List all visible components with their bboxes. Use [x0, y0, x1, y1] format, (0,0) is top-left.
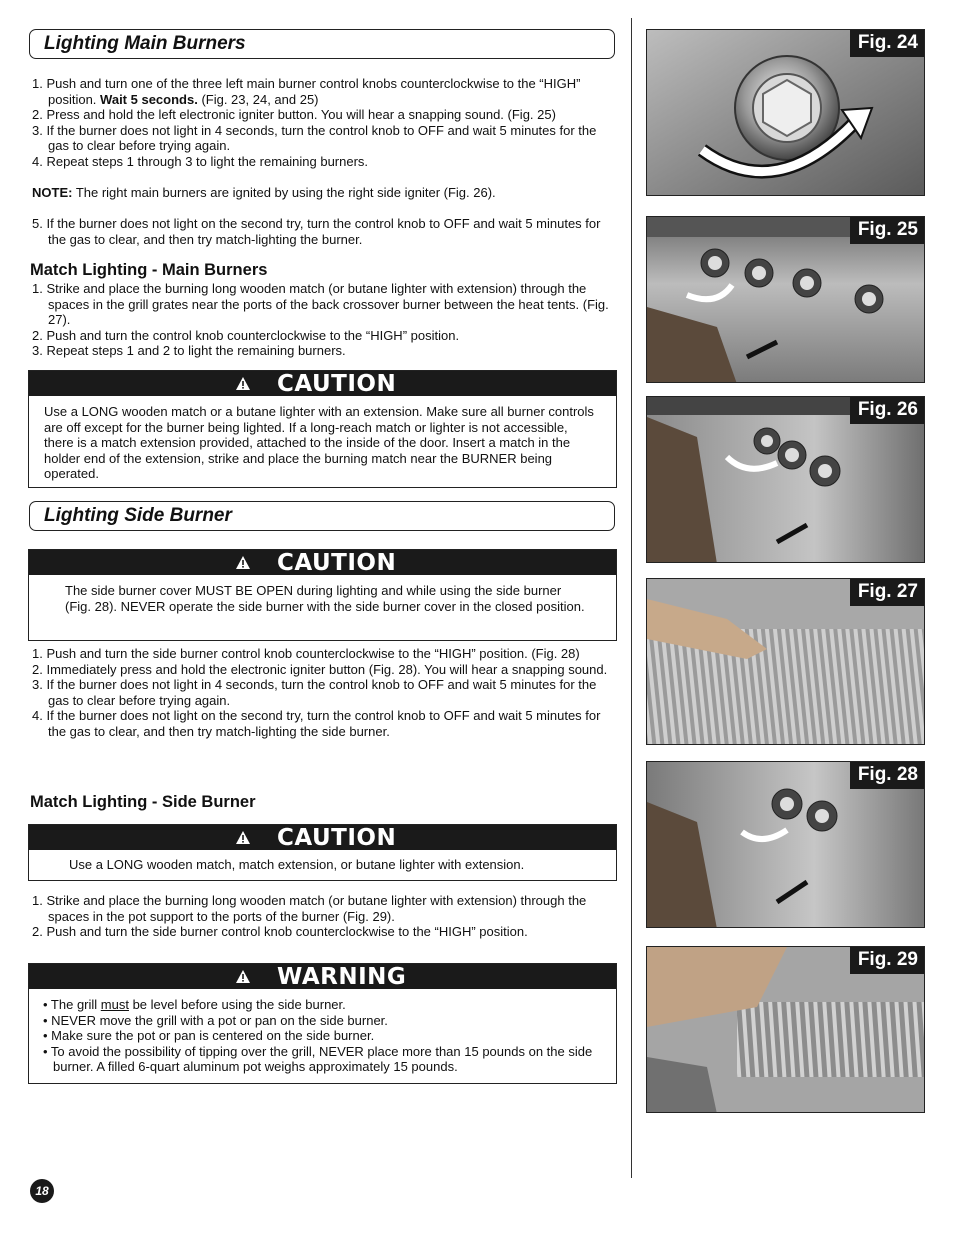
figure-27 [646, 578, 925, 745]
main-burner-steps [32, 76, 614, 170]
step-item: 1. Strike and place the burning long wooden match (or butane lighter with extension) through the spaces in the pot support to the ports of the burner (Fig. 29). [32, 893, 587, 924]
caution-label: CAUTION [277, 550, 397, 576]
step-item: 4. If the burner does not light on the second try, turn the control knob to OFF and wait 5 minutes for the gas to clear, and then try match-lighting the side burner. [32, 708, 601, 739]
section-title: Lighting Side Burner [44, 505, 232, 526]
caution-box-2 [28, 549, 617, 641]
figure-24 [646, 29, 925, 196]
caution-bar [29, 371, 616, 396]
section-header-side-burner [29, 501, 615, 531]
subhead-match-main: Match Lighting - Main Burners [30, 261, 268, 279]
subhead-match-side: Match Lighting - Side Burner [30, 793, 256, 811]
step-item: 3. If the burner does not light in 4 seconds, turn the control knob to OFF and wait 5 minutes for the gas to clear before trying again. [32, 122, 597, 154]
step-item: 1. Strike and place the burning long wooden match (or butane lighter with extension) through the spaces in the grill grates near the ports of the back crossover burner between the heat tents. (Fig. 27). [32, 281, 609, 328]
figure-label: Fig. 26 [850, 397, 924, 424]
main-burner-step5 [32, 216, 614, 247]
step-item: 3. If the burner does not light in 4 seconds, turn the control knob to OFF and wait 5 minutes for the gas to clear before trying again. [32, 677, 597, 708]
warning-item: • The grill must be level before using the side burner. [43, 997, 346, 1012]
step-item: 1. Push and turn the side burner control knob counterclockwise to the “HIGH” position. (Fig. 28) [32, 646, 580, 661]
figure-label: Fig. 25 [850, 217, 924, 244]
figure-26 [646, 396, 925, 563]
caution-box-3 [28, 824, 617, 881]
warning-triangle-icon [235, 555, 251, 570]
caution-text: Use a LONG wooden match, match extension, or butane lighter with extension. [69, 857, 525, 872]
caution-bar [29, 550, 616, 575]
step-item: 2. Push and turn the side burner control knob counterclockwise to the “HIGH” position. [32, 924, 528, 940]
warning-triangle-icon [235, 376, 251, 391]
step-item: 4. Repeat steps 1 through 3 to light the remaining burners. [32, 153, 369, 169]
figure-28 [646, 761, 925, 928]
warning-item: • NEVER move the grill with a pot or pan on the side burner. [43, 1012, 388, 1028]
warning-item: • Make sure the pot or pan is centered on the side burner. [43, 1028, 375, 1044]
warning-box [28, 963, 617, 1084]
figure-25 [646, 216, 925, 383]
caution-text: Use a LONG wooden match or a butane lighter with an extension. Make sure all burner controls are off except for the burner being lighted. If a long-reach match or lighter is not accessible, there is a match extension provided, attached to the inside of the door. Insert a match in the holder end of the extension, strike and place the burning match near the BURNER being operated. [44, 404, 594, 482]
figure-label: Fig. 29 [850, 947, 924, 974]
caution-box-1 [28, 370, 617, 488]
warning-triangle-icon [235, 830, 251, 845]
warning-item: • To avoid the possibility of tipping over the grill, NEVER place more than 15 pounds on the side burner. A filled 6-quart aluminum pot weighs approximately 15 pounds. [43, 1043, 593, 1075]
page-number: 18 [30, 1179, 54, 1203]
figure-label: Fig. 27 [850, 579, 924, 606]
caution-label: CAUTION [277, 825, 397, 851]
column-divider [631, 18, 632, 1178]
warning-list [29, 989, 616, 1075]
step-item: 5. If the burner does not light on the second try, turn the control knob to OFF and wait 5 minutes for the gas to clear, and then try match-lighting the burner. [32, 216, 601, 247]
match-main-steps [32, 281, 614, 359]
figure-29 [646, 946, 925, 1113]
step-item: 1. Push and turn one of the three left main burner control knobs counterclockwise to the “HIGH” position. Wait 5 seconds. (Fig. 23, 24, and 25) [32, 76, 581, 107]
section-title: Lighting Main Burners [44, 33, 246, 54]
figure-label: Fig. 28 [850, 762, 924, 789]
caution-text: The side burner cover MUST BE OPEN during lighting and while using the side burner (Fig. 28). NEVER operate the side burner with the side burner cover in the closed position. [65, 583, 585, 614]
warning-label: WARNING [277, 964, 407, 990]
caution-label: CAUTION [277, 371, 397, 397]
warning-bar [29, 964, 616, 989]
step-item: 2. Immediately press and hold the electronic igniter button (Fig. 28). You will hear a snapping sound. [32, 661, 608, 677]
figure-label: Fig. 24 [850, 30, 924, 57]
side-burner-steps [32, 646, 614, 740]
match-side-steps [32, 893, 614, 940]
step-item: 2. Press and hold the left electronic igniter button. You will hear a snapping sound. (Fig. 25) [32, 107, 556, 123]
warning-triangle-icon [235, 969, 251, 984]
caution-bar [29, 825, 616, 850]
step-item: 3. Repeat steps 1 and 2 to light the remaining burners. [32, 343, 346, 359]
step-item: 2. Push and turn the control knob counterclockwise to the “HIGH” position. [32, 327, 460, 343]
note: NOTE: The right main burners are ignited by using the right side igniter (Fig. 26). [32, 185, 496, 200]
section-header-main-burners [29, 29, 615, 59]
